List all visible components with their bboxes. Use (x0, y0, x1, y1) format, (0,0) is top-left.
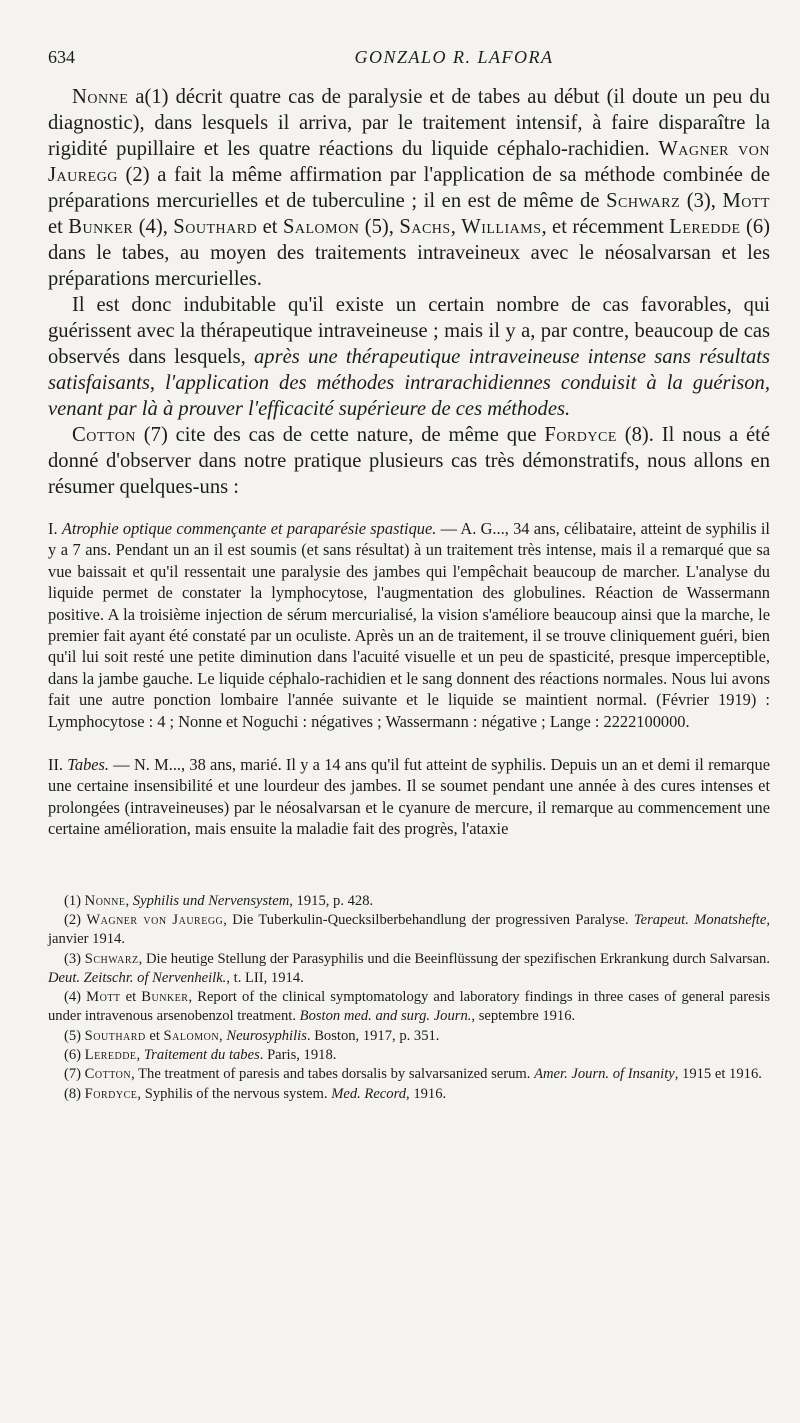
text-run: , (136, 1047, 144, 1064)
paragraph-3 (48, 422, 770, 500)
emphasis-text: après une thérapeutique intraveineuse intense sans résultats satisfaisants (48, 346, 771, 394)
text-run: , (450, 216, 462, 238)
paragraph-1 (48, 84, 770, 292)
case-number: I. (48, 519, 62, 538)
case-text: — A. G..., 34 ans, célibataire, atteint de syphilis il y a 7 ans. Pendant un an il est soumis (et sans résultat) à un traitement très intense, mais il a remarqué que sa vue baissait et qu'il ressentait une paralysie des jambes qui l'empêchait beaucoup de marcher. L'analyse du liquide permet de constater la lymphocytose, l'augmentation des globulines. Réaction de Wassermann positive. A la troisième injection de sérum mercurialisé, la vision s'améliore beaucoup ainsi que la marche, le premier fait ayant été constaté par un oculiste. Après un an de traitement, il se trouve cliniquement guéri, bien qu'il lui soit resté une petite diminution dans l'acuité visuelle et un peu de spasticité, presque imperceptible, dans la jambe gauche. Le liquide céphalo-rachidien et le sang donnent des réactions normales. Nous lui avons fait une autre ponction lombaire l'année suivante et le liquide se maintient normal. (Février 1919) : Lymphocytose : 4 ; Nonne et Noguchi : négatives ; Wassermann : négative ; Lange : 2222100000. (48, 519, 770, 731)
footnote-3 (48, 950, 770, 989)
author-name: Salomon (282, 216, 360, 238)
footnote-number: (2) (64, 911, 87, 928)
footnote-2 (48, 911, 770, 950)
footnote-number: (6) (64, 1047, 85, 1064)
text-run: . Paris, 1918. (259, 1047, 337, 1064)
text-run: , et récemment (541, 216, 670, 238)
footnote-number: (7) (64, 1066, 85, 1083)
author-name: Southard (84, 1027, 146, 1044)
text-run: (7) cite des cas de cette nature, de même que (135, 424, 545, 446)
work-title: Syphilis und Nervensystem (132, 892, 290, 909)
text-run: , janvier 1914. (48, 911, 770, 948)
text-run: (8). Il nous a été donné d'observer dans notre pratique plusieurs cas très démonstratifs, nous allons en résumer quelques-uns : (48, 424, 771, 498)
case-text: — N. M..., 38 ans, marié. Il y a 14 ans qu'il fut atteint de syphilis. Depuis un an et demi il remarque une certaine insensibilité et une lourdeur des jambes. Il se soumet pendant une année à des cures intenses et prolongées (intraveineuses) par le néosalvarsan et le cyanure de mercure, il remarque au commencement une certaine amélioration, mais ensuite la maladie fait des progrès, l'ataxie (48, 755, 770, 839)
case-1 (48, 518, 770, 732)
footnotes (48, 892, 770, 1104)
text-run: et (257, 216, 283, 238)
footnote-5 (48, 1027, 770, 1046)
work-title: Deut. Zeitschr. of Nervenheilk. (48, 969, 227, 986)
text-run: , Die Tuberkulin-Quecksilberbehandlung der progressiven Paralyse. (223, 911, 634, 928)
text-run: (3), (680, 190, 723, 212)
author-name: Salomon (163, 1027, 220, 1044)
author-name: Leredde (669, 216, 741, 238)
author-name: Mott (86, 989, 121, 1006)
text-run: , 1915 et 1916. (674, 1066, 762, 1083)
footnote-6 (48, 1046, 770, 1065)
text-run: (5), (359, 216, 400, 238)
author-name: Leredde (84, 1047, 137, 1064)
paragraph-2 (48, 292, 770, 422)
case-title: Tabes. (67, 755, 110, 775)
text-run: , 1915, p. 428. (289, 892, 374, 909)
footnote-1 (48, 892, 770, 911)
page-number: 634 (48, 47, 75, 67)
text-run: , (149, 372, 166, 394)
running-title: GONZALO R. LAFORA (354, 47, 554, 67)
text-run: a(1) décrit quatre cas de paralysie et de tabes au début (il doute un peu du diagnostic), dans lesquels il arriva, par le traitement intensif, à faire disparaître la rigidité pupillaire et les quatre réactions du liquide céphalo-rachidien. (48, 86, 770, 160)
text-run: , Report of the clinical symptomatology and laboratory findings in three cases of general paresis under intravenous arsenobenzol treatment. (48, 989, 770, 1025)
footnote-4 (48, 988, 770, 1027)
work-title: Traitement du tabes (143, 1047, 260, 1064)
author-name: Bunker (141, 989, 189, 1006)
author-name: Nonne (72, 86, 129, 108)
author-name: Mott (722, 190, 770, 212)
text-run: , (219, 1027, 227, 1044)
author-name: Fordyce (544, 424, 617, 446)
text-run: , Syphilis of the nervous system. (137, 1085, 332, 1102)
text-run: Il est donc indubitable qu'il existe un certain nombre de cas favorables, qui guérissent avec la thérapeutique intraveineuse ; mais il y a, par contre, beaucoup de cas observés dans lesquels, (48, 294, 770, 368)
author-name: Wagner von Jauregg (86, 911, 224, 928)
author-name: Williams (461, 216, 542, 238)
text-run: , (125, 892, 133, 909)
author-name: Nonne (84, 892, 126, 909)
footnote-7 (48, 1065, 770, 1084)
text-run: , Die heutige Stellung der Parasyphilis und die Beeinflüssung der spezifischen Erkrankung durch Salvarsan. (138, 950, 771, 967)
author-name: Southard (173, 216, 258, 238)
footnote-8 (48, 1085, 770, 1104)
author-name: Fordyce (84, 1085, 138, 1102)
work-title: Med. Record (331, 1085, 407, 1102)
work-title: Amer. Journ. of Insanity (534, 1066, 675, 1083)
author-name: Schwarz (84, 950, 139, 967)
text-run: . Boston, 1917, p. 351. (306, 1027, 440, 1044)
text-run: (4), (133, 216, 174, 238)
case-reports (48, 518, 770, 840)
text-run: (2) a fait la même affirmation par l'application de sa méthode combinée de préparations mercurielles et de tuberculine ; il en est de même de (48, 164, 770, 212)
footnote-number: (8) (64, 1085, 85, 1102)
work-title: Neurosyphilis (226, 1027, 307, 1044)
work-title: Boston med. and surg. Journ. (299, 1008, 472, 1025)
author-name: Bunker (68, 216, 134, 238)
footnote-number: (1) (64, 892, 85, 909)
work-title: Terapeut. Monatshefte (633, 911, 767, 928)
author-name: Schwarz (606, 190, 681, 212)
text-run: (6) dans le tabes, au moyen des traitements intraveineux avec le néosalvarsan et les préparations mercurielles. (48, 216, 771, 290)
case-title: Atrophie optique commençante et paraparésie spastique. (61, 519, 437, 538)
main-text (48, 84, 770, 500)
footnote-number: (3) (64, 950, 85, 967)
case-2 (48, 754, 770, 840)
author-name: Wagner von Jauregg (48, 138, 770, 186)
text-run: , t. LII, 1914. (226, 969, 304, 986)
text-run: , The treatment of paresis and tabes dorsalis by salvarsanized serum. (131, 1066, 535, 1083)
author-name: Cotton (84, 1066, 132, 1083)
case-number: II. (48, 755, 68, 775)
text-run: et (120, 989, 142, 1006)
footnote-number: (5) (64, 1027, 85, 1044)
emphasis-text: l'application des méthodes intrarachidiennes conduisit à la guérison, venant par là à prouver l'efficacité supérieure de ces méthodes. (48, 372, 771, 420)
page-header (48, 40, 770, 84)
text-run: et (48, 216, 69, 238)
author-name: Cotton (72, 424, 136, 446)
text-run: , septembre 1916. (471, 1008, 576, 1025)
text-run: , 1916. (406, 1085, 447, 1102)
author-name: Sachs (399, 216, 451, 238)
text-run: et (145, 1027, 164, 1044)
footnote-number: (4) (64, 989, 87, 1006)
